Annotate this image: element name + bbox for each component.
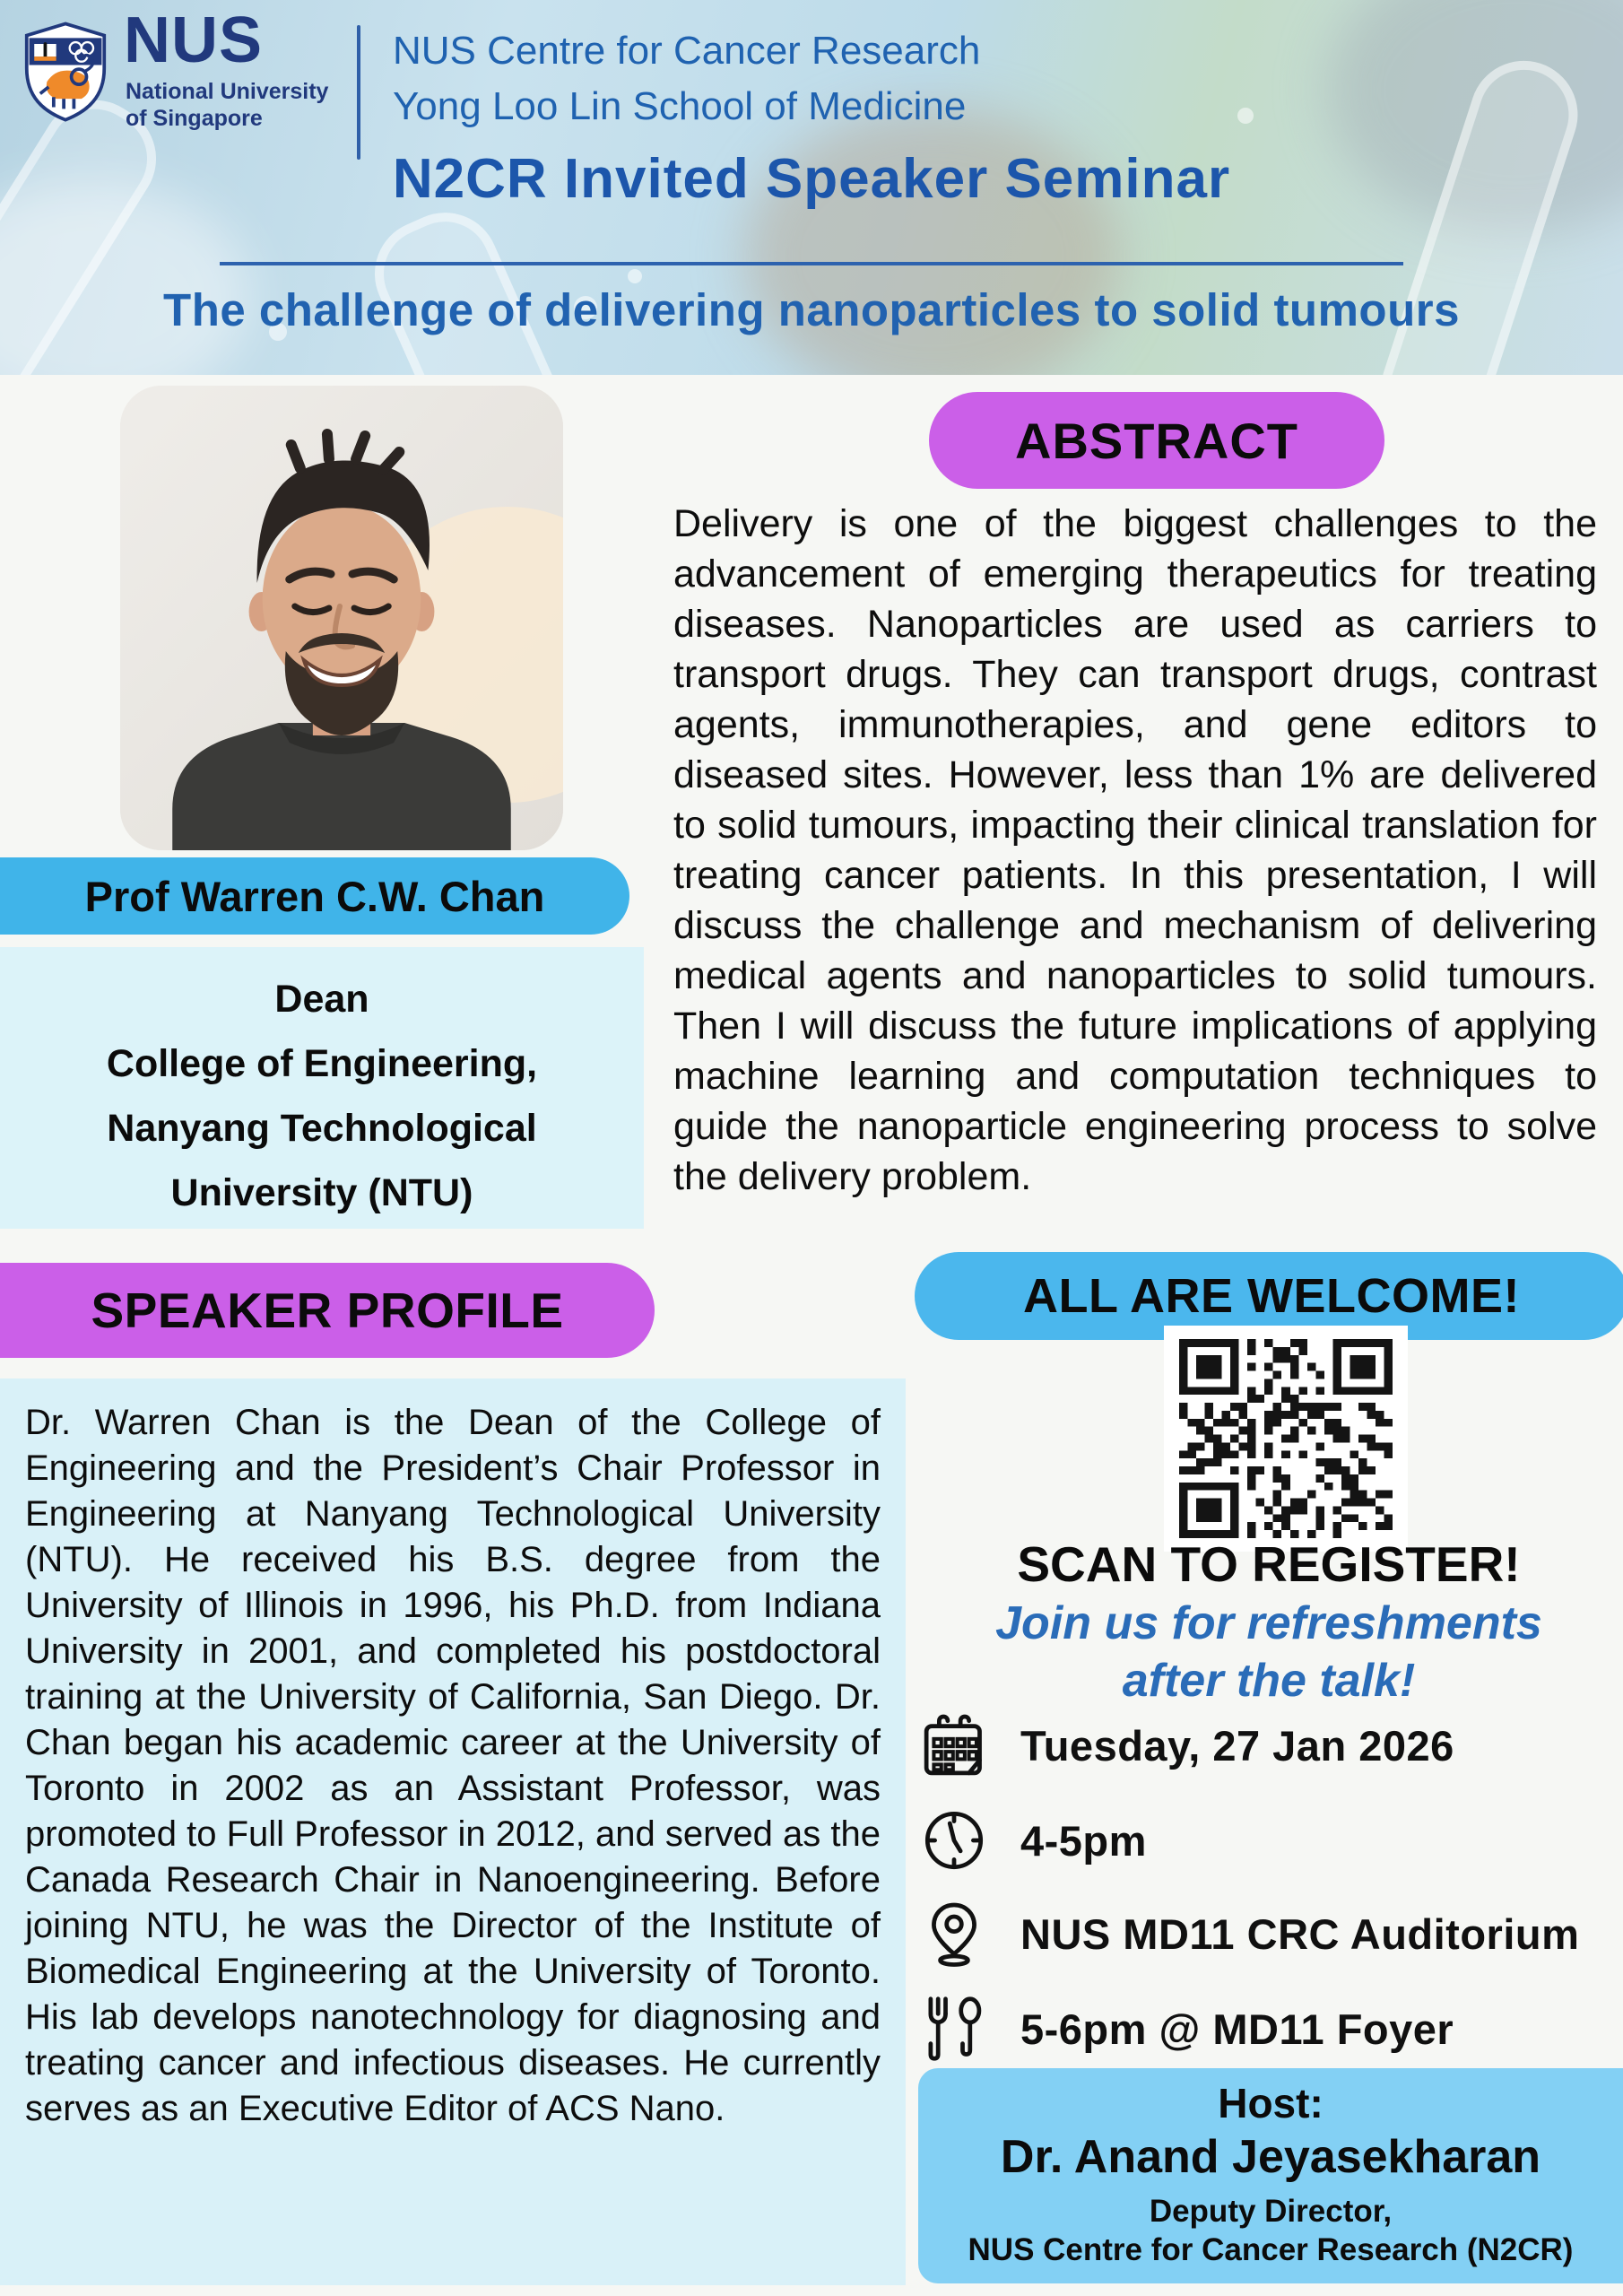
refreshments-line-2: after the talk! xyxy=(1122,1655,1416,1707)
abstract-text: Delivery is one of the biggest challenges to the advancement of emerging therapeutics for treating diseases. Nanoparticles are used as carriers to transport drugs. They can transport drugs, contrast agents, immunotherapies, and gene editors to diseased sites. However, less than 1% are delivered to solid tumours, impacting their clinical translation for treating cancer patients. In this presentation, I will discuss the challenge and mechanism of delivering medical agents and nanoparticles to solid tumours. Then I will discuss the future implications of applying machine learning and computation techniques to guide the nanoparticle engineering process to solve the delivery problem. xyxy=(673,502,1597,1198)
scan-to-register-label: SCAN TO REGISTER! xyxy=(1017,1536,1521,1592)
speaker-name: Prof Warren C.W. Chan xyxy=(84,872,545,920)
speaker-profile-heading: SPEAKER PROFILE xyxy=(0,1263,655,1358)
clock-icon xyxy=(920,1806,988,1874)
host-box xyxy=(918,2068,1623,2283)
logo-divider xyxy=(357,25,360,160)
position-line-3: Nanyang Technological xyxy=(107,1107,537,1150)
org-line-1: NUS Centre for Cancer Research xyxy=(393,29,981,73)
speaker-position-box xyxy=(0,947,644,1229)
host-label: Host: xyxy=(1218,2080,1324,2126)
speaker-profile-text: Dr. Warren Chan is the Dean of the College of Engineering and the President’s Chair Professor in Engineering at Nanyang Technological University (NTU). He received his B.S. degree from the University of Illinois in 1996, his Ph.D. from Indiana University in 2001, and completed his postdoctoral training at the University of California, San Diego. Dr. Chan began his academic career at the University of Toronto in 2002 as an Assistant Professor, was promoted to Full Professor in 2012, and served as the Canada Research Chair in Nanoengineering. Before joining NTU, he was the Director of the Institute of Biomedical Engineering at the University of Toronto. His lab develops nanotechnology for diagnosing and treating cancer and infectious diseases. He currently serves as an Executive Editor of ACS Nano. xyxy=(0,1378,906,2285)
position-line-1: Dean xyxy=(274,978,369,1021)
host-title-line-2: NUS Centre for Cancer Research (N2CR) xyxy=(968,2232,1574,2267)
nus-logo-text: NUS xyxy=(124,4,264,76)
location-icon xyxy=(920,1900,988,1968)
header xyxy=(0,0,1623,375)
nus-crest-logo xyxy=(23,18,108,126)
event-refreshments-row xyxy=(920,1987,1623,2070)
refreshments-line-1: Join us for refreshments xyxy=(995,1597,1542,1649)
host-title-line-1: Deputy Director, xyxy=(1149,2194,1393,2229)
organisation-names xyxy=(393,23,980,135)
event-date-row xyxy=(920,1704,1623,1787)
abstract-heading: ABSTRACT xyxy=(929,392,1384,489)
host-name: Dr. Anand Jeyasekharan xyxy=(1000,2131,1541,2183)
position-line-4: University (NTU) xyxy=(170,1171,473,1214)
title-underline xyxy=(220,262,1403,265)
seminar-series-title: N2CR Invited Speaker Seminar xyxy=(392,148,1231,210)
speaker-photo xyxy=(120,386,563,850)
speaker-name-banner xyxy=(0,857,629,935)
event-time: 4-5pm xyxy=(1020,1816,1147,1865)
event-venue: NUS MD11 CRC Auditorium xyxy=(1020,1909,1580,1958)
nus-logo-subtext-2: of Singapore xyxy=(126,106,263,131)
nus-logo-subtext-1: National University xyxy=(126,79,329,104)
cutlery-icon xyxy=(920,1995,988,2063)
org-line-2: Yong Loo Lin School of Medicine xyxy=(393,84,967,128)
event-refreshments: 5-6pm @ MD11 Foyer xyxy=(1020,2005,1454,2053)
talk-title: The challenge of delivering nanoparticles to solid tumours xyxy=(163,284,1460,335)
event-time-row xyxy=(920,1799,1623,1882)
event-venue-row xyxy=(920,1892,1623,1975)
qr-code xyxy=(1164,1326,1408,1552)
event-date: Tuesday, 27 Jan 2026 xyxy=(1020,1721,1454,1770)
position-line-2: College of Engineering, xyxy=(106,1042,538,1085)
all-are-welcome-banner: ALL ARE WELCOME! xyxy=(915,1252,1623,1340)
calendar-icon xyxy=(920,1711,988,1779)
